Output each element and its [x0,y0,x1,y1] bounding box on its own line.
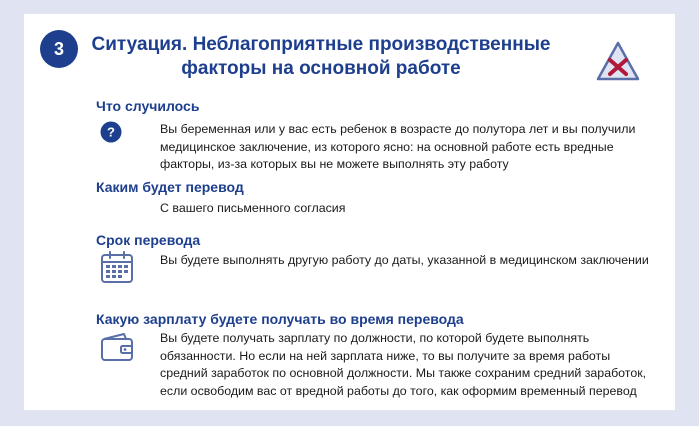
section-heading-transfer-term: Срок перевода [96,232,201,248]
section-heading-transfer-type: Каким будет перевод [96,179,244,195]
title-line-1: Ситуация. Неблагоприятные производственные [91,34,551,55]
section-number-badge: 3 [40,30,78,68]
wallet-icon [100,332,134,362]
section-heading-salary: Какую зарплату будете получать во время перевода [96,311,464,327]
info-card [24,14,675,410]
title-line-2: факторы на основной работе [181,58,461,79]
section-text-what-happened: Вы беременная или у вас есть ребенок в возрасте до полутора лет и вы получили медицинское заключение, из которого ясно: на основной работе есть вредные факторы, из-за которых вы не можете выполнять эту работу [160,122,636,171]
section-text-transfer-type: С вашего письменного согласия [160,201,346,215]
no-entry-triangle-icon [595,40,641,82]
section-heading-what-happened: Что случилось [96,98,200,114]
calendar-icon [100,250,134,284]
section-text-transfer-term: Вы будете выполнять другую работу до даты, указанной в медицинском заключении [160,253,649,267]
question-icon [100,121,122,143]
section-text-salary: Вы будете получать зарплату по должности, по которой будете выполнять обязанности. Но если на ней зарплата ниже, то вы получите за время работы средний заработок по основной должности. Мы также сохраним средний заработок, если освободим вас от вредной работы до того, как оформим временный перевод [160,331,647,398]
page-title [86,33,556,81]
svg-text:?: ? [107,124,115,140]
